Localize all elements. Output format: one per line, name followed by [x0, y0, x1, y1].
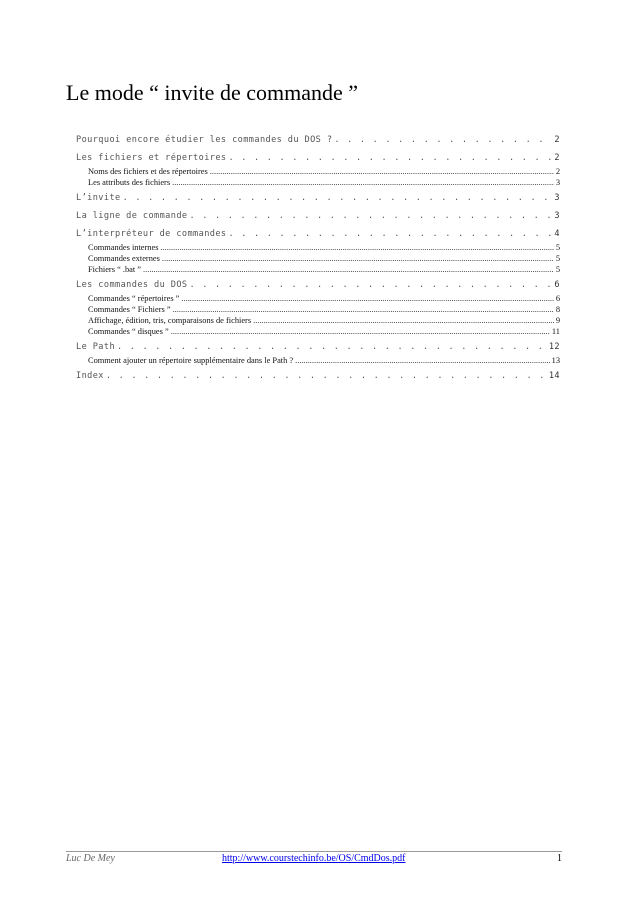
footer-author: Luc De Mey: [66, 853, 115, 864]
toc-entry-title: Le Path: [76, 342, 116, 352]
toc-subentry[interactable]: [76, 304, 560, 315]
toc-subentry[interactable]: [76, 264, 560, 275]
toc-entry-page: 5: [555, 243, 560, 252]
table-of-contents: [76, 130, 560, 384]
toc-entry-page: 3: [554, 193, 560, 203]
toc-entry-title: Les fichiers et répertoires: [76, 153, 227, 163]
toc-entry[interactable]: [76, 190, 560, 206]
toc-entry-title: Comment ajouter un répertoire supplémentaire dans le Path ?: [88, 356, 294, 365]
toc-leader-dots: [189, 277, 552, 293]
toc-entry-page: 3: [555, 178, 560, 187]
toc-leader-dots: [143, 264, 554, 275]
toc-entry[interactable]: [76, 132, 560, 148]
toc-leader-dots: [117, 339, 547, 355]
toc-entry-title: Index: [76, 371, 104, 381]
toc-entry[interactable]: [76, 339, 560, 355]
toc-entry-page: 14: [548, 371, 560, 381]
toc-entry-title: Commandes internes: [88, 243, 159, 252]
toc-leader-dots: [210, 166, 554, 177]
toc-leader-dots: [229, 150, 553, 166]
toc-subentry[interactable]: [76, 326, 560, 337]
toc-leader-dots: [171, 326, 550, 337]
toc-entry-page: 6: [555, 294, 560, 303]
toc-leader-dots: [173, 304, 554, 315]
toc-entry-title: Pourquoi encore étudier les commandes du DOS ?: [76, 135, 333, 145]
toc-subentry[interactable]: [76, 293, 560, 304]
footer-url-link[interactable]: http://www.courstechinfo.be/OS/CmdDos.pdf: [222, 853, 406, 864]
toc-entry-title: Commandes “ Fichiers ”: [88, 305, 171, 314]
toc-entry-title: La ligne de commande: [76, 211, 188, 221]
toc-leader-dots: [189, 208, 552, 224]
toc-entry[interactable]: [76, 277, 560, 293]
page-title: Le mode “ invite de commande ”: [66, 80, 358, 105]
toc-entry-page: 3: [554, 211, 560, 221]
toc-leader-dots: [160, 242, 553, 253]
toc-leader-dots: [172, 177, 554, 188]
toc-subentry[interactable]: [76, 177, 560, 188]
toc-entry-page: 5: [555, 254, 560, 263]
toc-entry-page: 2: [555, 167, 560, 176]
footer-divider: [66, 851, 562, 852]
toc-entry-title: L’invite: [76, 193, 121, 203]
toc-entry-title: Affichage, édition, tris, comparaisons de fichiers: [88, 316, 252, 325]
toc-entry-page: 13: [551, 356, 560, 365]
toc-entry-title: Les commandes du DOS: [76, 280, 188, 290]
toc-entry[interactable]: [76, 150, 560, 166]
toc-subentry[interactable]: [76, 315, 560, 326]
toc-entry-page: 12: [548, 342, 560, 352]
toc-subentry[interactable]: [76, 242, 560, 253]
toc-leader-dots: [295, 355, 550, 366]
toc-entry[interactable]: [76, 226, 560, 242]
toc-entry-page: 6: [554, 280, 560, 290]
toc-entry-page: 2: [554, 135, 560, 145]
toc-entry-page: 11: [551, 327, 560, 336]
toc-leader-dots: [253, 315, 554, 326]
toc-entry-title: Commandes “ répertoires ”: [88, 294, 180, 303]
toc-leader-dots: [123, 190, 553, 206]
toc-entry[interactable]: [76, 368, 560, 384]
toc-entry-title: Les attributs des fichiers: [88, 178, 171, 187]
toc-entry-title: Commandes externes: [88, 254, 160, 263]
toc-entry-title: Fichiers “ .bat ”: [88, 265, 142, 274]
toc-leader-dots: [181, 293, 553, 304]
toc-entry-page: 8: [555, 305, 560, 314]
toc-entry-title: Noms des fichiers et des répertoires: [88, 167, 208, 176]
toc-entry-page: 9: [555, 316, 560, 325]
toc-entry-page: 2: [554, 153, 560, 163]
toc-leader-dots: [334, 132, 552, 148]
toc-entry-title: L’interpréteur de commandes: [76, 229, 227, 239]
toc-leader-dots: [106, 368, 547, 384]
toc-subentry[interactable]: [76, 166, 560, 177]
footer-page-number: 1: [557, 853, 562, 864]
toc-entry[interactable]: [76, 208, 560, 224]
toc-subentry[interactable]: [76, 253, 560, 264]
toc-leader-dots: [229, 226, 553, 242]
toc-leader-dots: [162, 253, 554, 264]
toc-entry-page: 4: [554, 229, 560, 239]
toc-entry-title: Commandes “ disques ”: [88, 327, 169, 336]
toc-entry-page: 5: [555, 265, 560, 274]
toc-subentry[interactable]: [76, 355, 560, 366]
